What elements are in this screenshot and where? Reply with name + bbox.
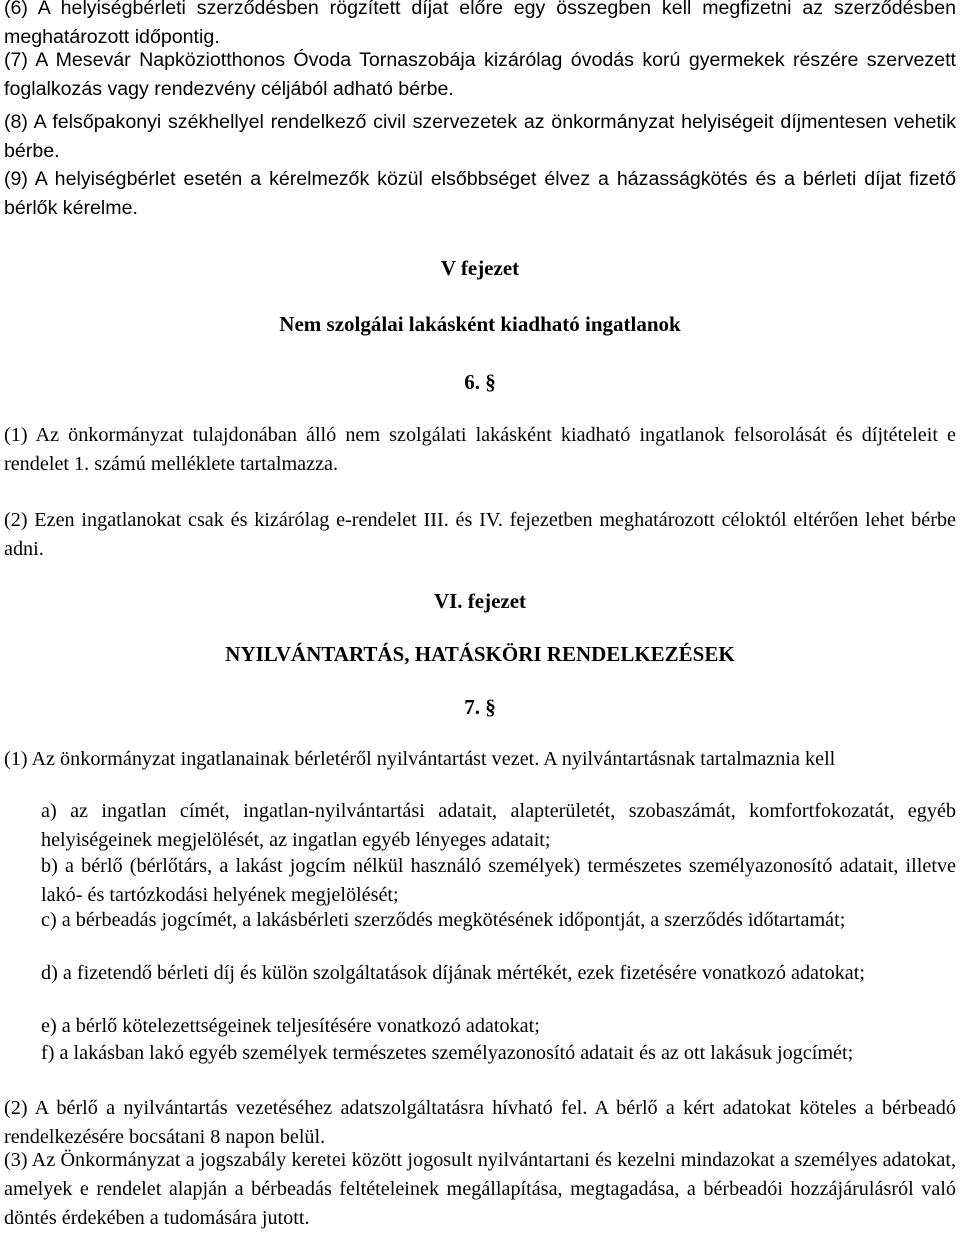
list-item-d: d) a fizetendő bérleti díj és külön szolgáltatások díjának mértékét, ezek fizetésére vonatkozó adatokat;: [41, 962, 865, 984]
chapter-5-paragraph-1: (1) Az önkormányzat tulajdonában álló nem szolgálati lakásként kiadható ingatlanok felsorolását és díjtételeit e rendelet 1. számú melléklete tartalmazza.: [4, 424, 956, 475]
list-item-c: c) a bérbeadás jogcímét, a lakásbérleti szerződés megkötésének időpontját, a szerződés időtartamát;: [41, 909, 846, 931]
chapter-6-subtitle: NYILVÁNTARTÁS, HATÁSKÖRI RENDELKEZÉSEK: [225, 642, 735, 666]
paragraph-7: (7) A Mesevár Napköziotthonos Óvoda Tornaszobája kizárólag óvodás korú gyermekek részére szervezett foglalkozás vagy rendezvény céljából adható bérbe.: [4, 49, 956, 100]
chapter-5-title: V fejezet: [440, 256, 520, 280]
list-item-f: f) a lakásban lakó egyéb személyek természetes személyazonosító adatait és az ott lakásuk jogcímét;: [41, 1042, 854, 1064]
chapter-6-paragraph-3: (3) Az Önkormányzat a jogszabály keretei között jogosult nyilvántartani és kezelni mindazokat a személyes adatokat, amelyek e rendelet alapján a bérbeadás feltételeinek megállapítása, megtagadása, a bérbeadói hozzájárulásról való döntés érdekében a tudomására jutott.: [4, 1149, 956, 1229]
paragraph-9: (9) A helyiségbérlet esetén a kérelmezők közül elsőbbséget élvez a házasságkötés és a bérleti díjat fizető bérlők kérelme.: [4, 168, 956, 219]
chapter-6-paragraph-1: (1) Az önkormányzat ingatlanainak bérletéről nyilvántartást vezet. A nyilvántartásnak tartalmaznia kell: [4, 748, 836, 770]
section-7-heading: 7. §: [464, 695, 496, 719]
paragraph-6: (6) A helyiségbérleti szerződésben rögzített díjat előre egy összegben kell megfizetni az szerződésben meghatározott időpontig.: [4, 0, 956, 48]
chapter-6-title: VI. fejezet: [433, 589, 527, 613]
paragraph-8: (8) A felsőpakonyi székhellyel rendelkező civil szervezetek az önkormányzat helyiségeit díjmentesen vehetik bérbe.: [4, 111, 956, 162]
list-item-b: b) a bérlő (bérlőtárs, a lakást jogcím nélkül használó személyek) természetes személyazonosító adatait, illetve lakó- és tartózkodási helyének megjelölését;: [41, 855, 956, 906]
chapter-5-paragraph-2: (2) Ezen ingatlanokat csak és kizárólag e-rendelet III. és IV. fejezetben meghatározott céloktól eltérően lehet bérbe adni.: [4, 509, 956, 560]
section-6-heading: 6. §: [464, 370, 496, 394]
chapter-5-subtitle: Nem szolgálai lakásként kiadható ingatlanok: [279, 312, 681, 336]
list-item-e: e) a bérlő kötelezettségeinek teljesítésére vonatkozó adatokat;: [41, 1015, 540, 1037]
chapter-6-paragraph-2: (2) A bérlő a nyilvántartás vezetéséhez adatszolgáltatásra hívható fel. A bérlő a kért adatokat köteles a bérbeadó rendelkezésére bocsátani 8 napon belül.: [4, 1097, 956, 1148]
list-item-a: a) az ingatlan címét, ingatlan-nyilvántartási adatait, alapterületét, szobaszámát, komfortfokozatát, egyéb helyiségeinek megjelölését, az ingatlan egyéb lényeges adatait;: [41, 800, 956, 851]
